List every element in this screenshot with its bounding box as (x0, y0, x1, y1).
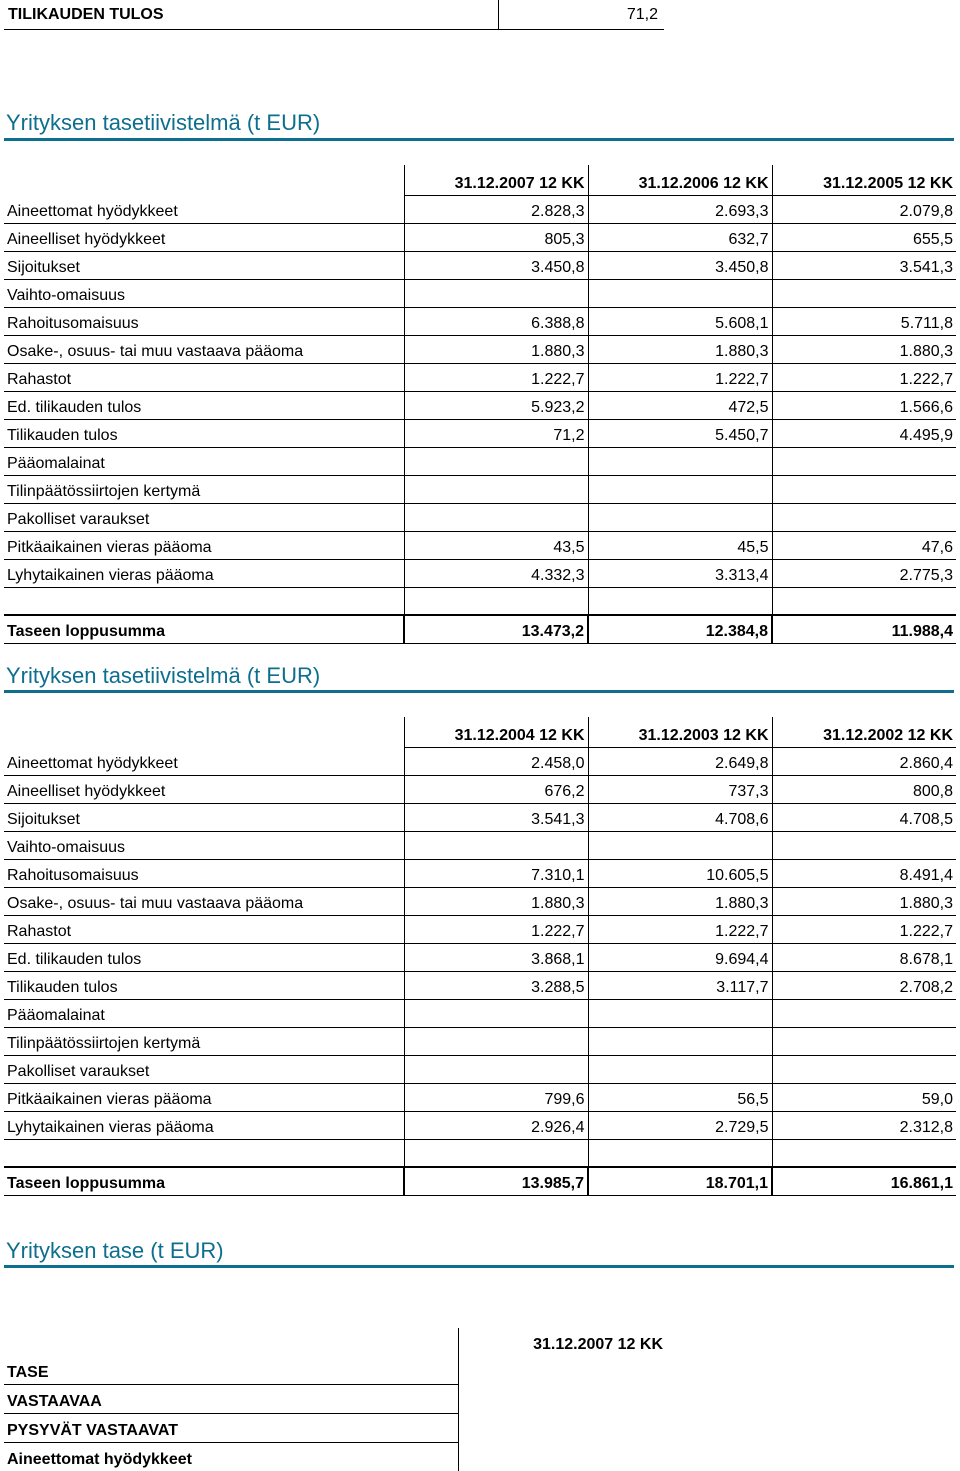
row-value: 1.880,3 (588, 888, 772, 916)
row-value: 9.694,4 (588, 944, 772, 972)
balance-summary-table-1 (4, 165, 956, 644)
row-label: Aineettomat hyödykkeet (4, 748, 404, 776)
row-label: Aineettomat hyödykkeet (4, 1443, 458, 1471)
row-value: 655,5 (772, 224, 956, 252)
row-value: 800,8 (772, 776, 956, 804)
table-row (4, 308, 956, 336)
table-row (4, 392, 956, 420)
column-header: 31.12.2003 12 KK (588, 717, 772, 748)
row-value: 4.708,5 (772, 804, 956, 832)
total-value: 11.988,4 (772, 615, 956, 644)
total-label: Taseen loppusumma (4, 615, 404, 644)
table-row (4, 1112, 956, 1140)
row-value: 6.388,8 (404, 308, 588, 336)
row-value: 3.868,1 (404, 944, 588, 972)
balance-sheet-date-header: 31.12.2007 12 KK (458, 1328, 666, 1356)
row-value (588, 504, 772, 532)
tilikauden-tulos-value: 71,2 (627, 6, 658, 24)
row-value: 3.117,7 (588, 972, 772, 1000)
table-row (4, 1414, 666, 1443)
row-label: Pakolliset varaukset (4, 1056, 404, 1084)
table-row (4, 252, 956, 280)
row-value (772, 448, 956, 476)
row-value: 2.649,8 (588, 748, 772, 776)
row-value: 1.222,7 (588, 364, 772, 392)
table-row (4, 860, 956, 888)
row-label: Osake-, osuus- tai muu vastaava pääoma (4, 888, 404, 916)
row-value: 2.828,3 (404, 196, 588, 224)
row-label: Pitkäaikainen vieras pääoma (4, 532, 404, 560)
total-value: 18.701,1 (588, 1167, 772, 1196)
row-value: 1.222,7 (404, 364, 588, 392)
row-value: 3.541,3 (404, 804, 588, 832)
row-value: 2.860,4 (772, 748, 956, 776)
row-label: Ed. tilikauden tulos (4, 392, 404, 420)
table-row (4, 1084, 956, 1112)
row-label: VASTAAVAA (4, 1385, 458, 1414)
row-value: 71,2 (404, 420, 588, 448)
row-value (404, 1056, 588, 1084)
total-row (4, 1167, 956, 1196)
row-value: 1.880,3 (588, 336, 772, 364)
row-label: Rahastot (4, 916, 404, 944)
row-value (588, 280, 772, 308)
table-row (4, 1028, 956, 1056)
column-header: 31.12.2006 12 KK (588, 165, 772, 196)
table-row (4, 196, 956, 224)
row-value: 2.729,5 (588, 1112, 772, 1140)
row-label: TASE (4, 1356, 458, 1385)
tilikauden-tulos-label: TILIKAUDEN TULOS (8, 6, 164, 24)
row-value: 472,5 (588, 392, 772, 420)
row-value: 2.458,0 (404, 748, 588, 776)
balance-sheet-table (4, 1328, 666, 1471)
table-row (4, 1000, 956, 1028)
row-label: Pääomalainat (4, 448, 404, 476)
row-value: 1.566,6 (772, 392, 956, 420)
row-value (588, 448, 772, 476)
row-value: 5.608,1 (588, 308, 772, 336)
row-label: Vaihto-omaisuus (4, 832, 404, 860)
row-value: 3.450,8 (588, 252, 772, 280)
table-row (4, 916, 956, 944)
balance-sheet-header-row (4, 1328, 666, 1356)
row-value (772, 1028, 956, 1056)
row-value: 2.312,8 (772, 1112, 956, 1140)
table-row (4, 532, 956, 560)
total-value: 13.985,7 (404, 1167, 588, 1196)
table-row (4, 1443, 666, 1471)
row-value: 4.495,9 (772, 420, 956, 448)
column-header: 31.12.2005 12 KK (772, 165, 956, 196)
row-value: 2.693,3 (588, 196, 772, 224)
row-label: Sijoitukset (4, 252, 404, 280)
row-value: 805,3 (404, 224, 588, 252)
row-label: Aineelliset hyödykkeet (4, 224, 404, 252)
row-value: 8.491,4 (772, 860, 956, 888)
row-value (404, 448, 588, 476)
table-row (4, 1056, 956, 1084)
section-title-2: Yrityksen tasetiivistelmä (t EUR) (6, 663, 320, 689)
row-value (404, 504, 588, 532)
row-label: Rahoitusomaisuus (4, 860, 404, 888)
table-row (4, 560, 956, 588)
row-value (772, 1056, 956, 1084)
table-row (4, 224, 956, 252)
table-row (4, 748, 956, 776)
row-value: 4.332,3 (404, 560, 588, 588)
row-value: 1.880,3 (772, 336, 956, 364)
row-value (588, 476, 772, 504)
total-label: Taseen loppusumma (4, 1167, 404, 1196)
row-value: 3.288,5 (404, 972, 588, 1000)
row-value: 45,5 (588, 532, 772, 560)
table-row (4, 336, 956, 364)
row-value: 3.541,3 (772, 252, 956, 280)
row-value: 799,6 (404, 1084, 588, 1112)
row-value (404, 1000, 588, 1028)
table-row (4, 944, 956, 972)
row-value (588, 1000, 772, 1028)
row-label: Pääomalainat (4, 1000, 404, 1028)
row-label: Vaihto-omaisuus (4, 280, 404, 308)
row-label: Sijoitukset (4, 804, 404, 832)
table-row (4, 776, 956, 804)
column-header: 31.12.2007 12 KK (404, 165, 588, 196)
row-value (404, 476, 588, 504)
table-row (4, 476, 956, 504)
section-rule-3 (4, 1265, 954, 1268)
table-row (4, 1385, 666, 1414)
table-row (4, 448, 956, 476)
row-label: Aineettomat hyödykkeet (4, 196, 404, 224)
row-value (588, 1028, 772, 1056)
row-value: 2.079,8 (772, 196, 956, 224)
row-label: Aineelliset hyödykkeet (4, 776, 404, 804)
row-value (588, 1056, 772, 1084)
row-label: Tilinpäätössiirtojen kertymä (4, 1028, 404, 1056)
row-value: 632,7 (588, 224, 772, 252)
row-value: 1.222,7 (772, 916, 956, 944)
row-label: Lyhytaikainen vieras pääoma (4, 1112, 404, 1140)
row-value (772, 1000, 956, 1028)
row-value: 1.880,3 (404, 888, 588, 916)
table-row (4, 832, 956, 860)
table-row (4, 804, 956, 832)
row-label: Pitkäaikainen vieras pääoma (4, 1084, 404, 1112)
total-value: 12.384,8 (588, 615, 772, 644)
row-label: PYSYVÄT VASTAAVAT (4, 1414, 458, 1443)
row-value: 1.880,3 (404, 336, 588, 364)
row-value: 10.605,5 (588, 860, 772, 888)
section-rule-2 (4, 690, 954, 693)
table-row (4, 364, 956, 392)
row-label: Osake-, osuus- tai muu vastaava pääoma (4, 336, 404, 364)
row-value: 4.708,6 (588, 804, 772, 832)
table-header-row (4, 165, 956, 196)
row-value: 3.450,8 (404, 252, 588, 280)
row-value: 47,6 (772, 532, 956, 560)
row-value: 1.880,3 (772, 888, 956, 916)
row-label: Tilikauden tulos (4, 972, 404, 1000)
row-value: 2.708,2 (772, 972, 956, 1000)
row-value: 1.222,7 (404, 916, 588, 944)
row-value: 5.923,2 (404, 392, 588, 420)
row-value: 676,2 (404, 776, 588, 804)
total-value: 16.861,1 (772, 1167, 956, 1196)
row-value: 8.678,1 (772, 944, 956, 972)
row-value (772, 504, 956, 532)
row-label: Ed. tilikauden tulos (4, 944, 404, 972)
row-value (404, 1028, 588, 1056)
tilikauden-tulos-row (4, 0, 664, 30)
row-value: 2.775,3 (772, 560, 956, 588)
row-value: 5.450,7 (588, 420, 772, 448)
row-label: Lyhytaikainen vieras pääoma (4, 560, 404, 588)
row-value: 1.222,7 (588, 916, 772, 944)
row-label: Rahoitusomaisuus (4, 308, 404, 336)
balance-summary-table-2 (4, 717, 956, 1196)
row-value: 1.222,7 (772, 364, 956, 392)
table-row (4, 1356, 666, 1385)
total-row (4, 615, 956, 644)
row-label: Rahastot (4, 364, 404, 392)
row-value: 56,5 (588, 1084, 772, 1112)
row-value (404, 280, 588, 308)
row-value: 7.310,1 (404, 860, 588, 888)
section-rule-1 (4, 138, 954, 141)
row-value: 2.926,4 (404, 1112, 588, 1140)
row-value (588, 832, 772, 860)
row-value (772, 280, 956, 308)
row-value (772, 476, 956, 504)
table-row (4, 420, 956, 448)
column-header: 31.12.2004 12 KK (404, 717, 588, 748)
table-row (4, 888, 956, 916)
total-value: 13.473,2 (404, 615, 588, 644)
table-header-row (4, 717, 956, 748)
section-title-3: Yrityksen tase (t EUR) (6, 1238, 224, 1264)
row-value: 3.313,4 (588, 560, 772, 588)
table-row (4, 972, 956, 1000)
row-value: 43,5 (404, 532, 588, 560)
row-value: 59,0 (772, 1084, 956, 1112)
table-row (4, 280, 956, 308)
section-title-1: Yrityksen tasetiivistelmä (t EUR) (6, 110, 320, 136)
table-row (4, 504, 956, 532)
row-value: 5.711,8 (772, 308, 956, 336)
row-value: 737,3 (588, 776, 772, 804)
row-label: Pakolliset varaukset (4, 504, 404, 532)
row-label: Tilikauden tulos (4, 420, 404, 448)
row-label: Tilinpäätössiirtojen kertymä (4, 476, 404, 504)
column-header: 31.12.2002 12 KK (772, 717, 956, 748)
row-value (404, 832, 588, 860)
row-value (772, 832, 956, 860)
